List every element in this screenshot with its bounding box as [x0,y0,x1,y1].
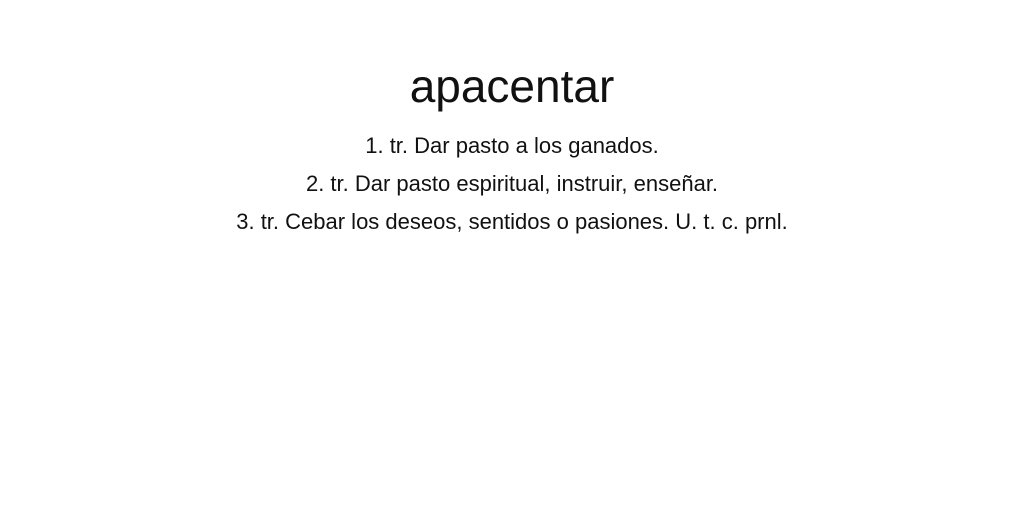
definition-3: 3. tr. Cebar los deseos, sentidos o pasiones. U. t. c. prnl. [236,209,788,234]
definition-2: 2. tr. Dar pasto espiritual, instruir, enseñar. [305,171,719,196]
definition-list [0,127,1024,241]
definition-1: 1. tr. Dar pasto a los ganados. [365,133,659,158]
headword: apacentar [409,60,615,112]
